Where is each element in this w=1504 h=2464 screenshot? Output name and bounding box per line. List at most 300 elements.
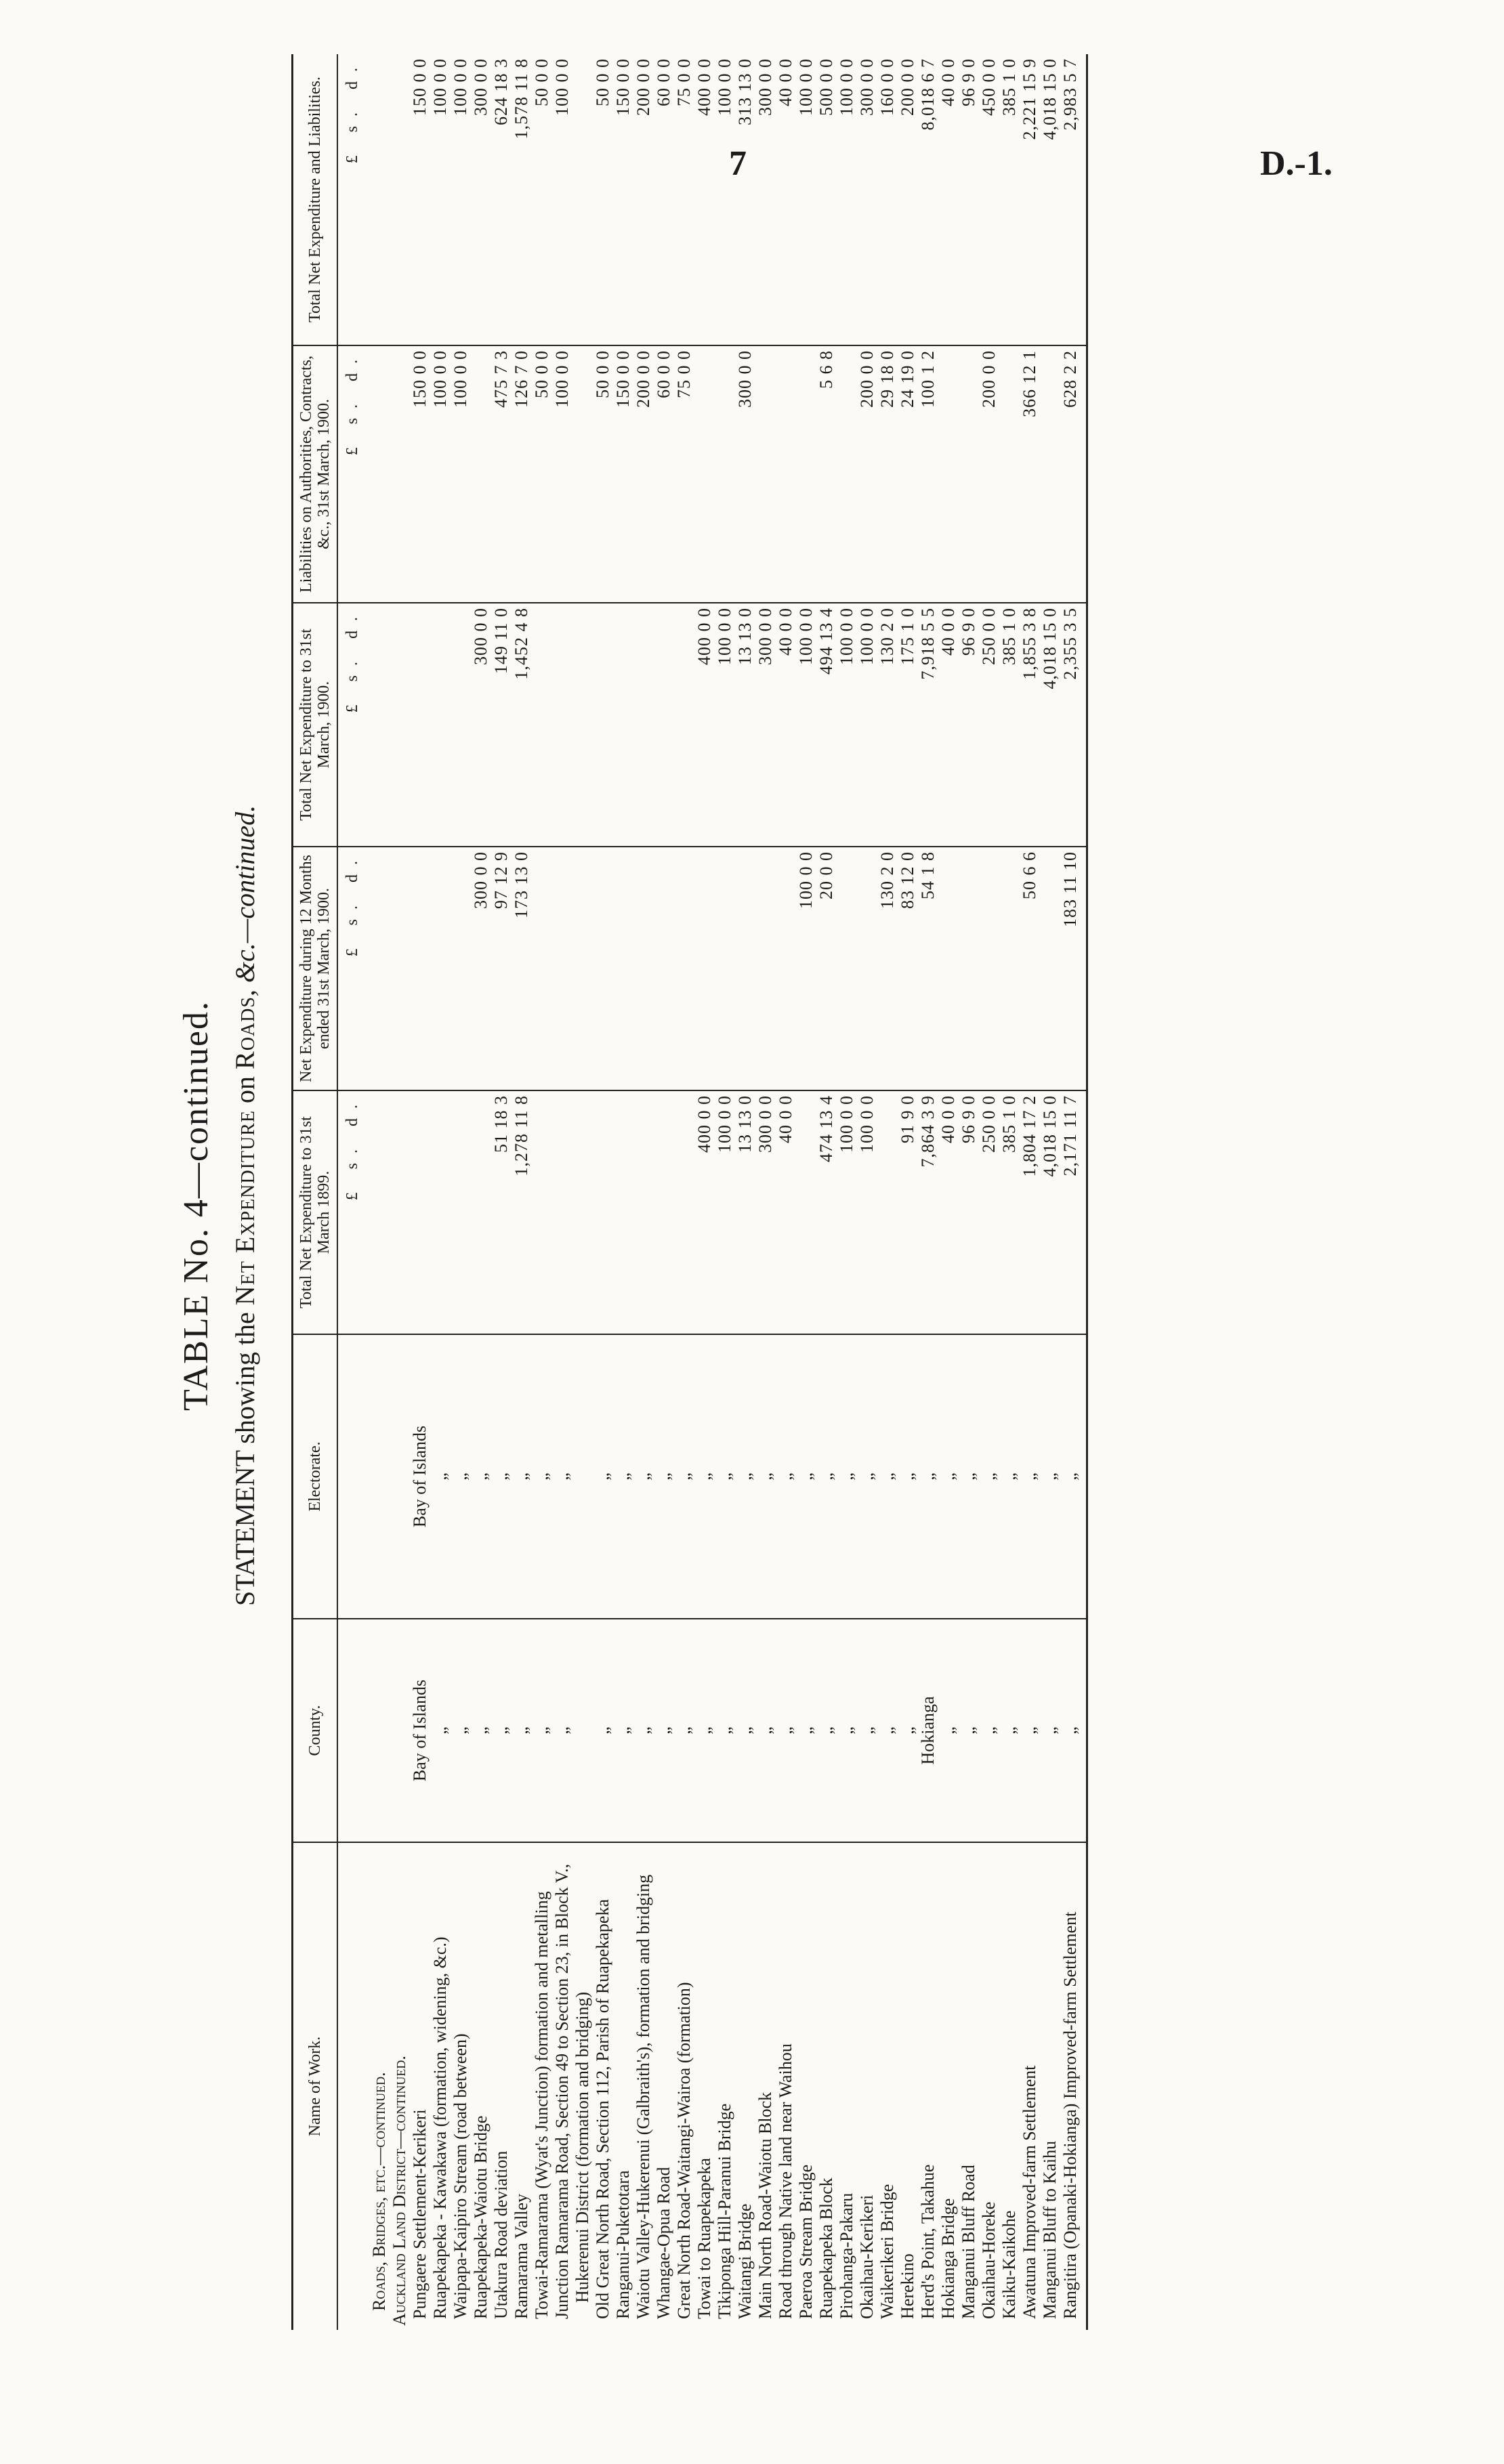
cell-electorate: „ <box>451 1334 471 1619</box>
cell-name-of-work: Waiotu Valley-Hukerenui (Galbraith's), formation and bridging <box>633 1842 654 2330</box>
cell-name-of-work: Ramarama Valley <box>511 1842 532 2330</box>
cell-exp-1899: 96 9 0 <box>959 1090 979 1334</box>
cell-name-of-work: Whangae-Opua Road <box>654 1842 674 2330</box>
cell-electorate: „ <box>532 1334 552 1619</box>
cell-name-of-work: Pirohanga-Pakaru <box>837 1842 857 2330</box>
cell-exp-1900: 100 0 0 <box>715 603 735 847</box>
cell-liabilities: 60 0 0 <box>654 345 674 603</box>
cell-exp-1899 <box>877 1090 898 1334</box>
cell-exp-1899 <box>410 1090 430 1334</box>
cell-exp-12-months <box>837 847 857 1090</box>
cell-county: „ <box>491 1619 511 1842</box>
cell-county: „ <box>654 1619 674 1842</box>
cell-total: 200 0 0 <box>898 58 917 116</box>
cell-total: 75 0 0 <box>674 58 694 106</box>
table-row <box>511 54 532 2330</box>
cell-exp-1900: 130 2 0 <box>877 603 898 847</box>
table-row <box>369 54 390 2330</box>
table-row <box>877 54 898 2330</box>
cell-electorate: „ <box>430 1334 451 1619</box>
cell-county: „ <box>979 1619 999 1842</box>
cell-total: 100 0 0 <box>451 58 470 116</box>
cell-electorate: „ <box>552 1334 593 1619</box>
cell-exp-1900: 100 0 0 <box>796 603 816 847</box>
cell-electorate: „ <box>755 1334 776 1619</box>
cell-total: 385 1 0 <box>999 58 1019 116</box>
cell-exp-1899 <box>593 1090 613 1334</box>
cell-exp-12-months: 20 0 0 <box>816 847 837 1090</box>
table-row <box>715 54 735 2330</box>
cell-exp-1899: 4,018 15 0 <box>1040 1090 1060 1334</box>
cell-exp-1900: 175 1 0 <box>898 603 918 847</box>
cell-name-of-work: Awatuna Improved-farm Settlement <box>1020 1842 1040 2330</box>
cell-county: „ <box>633 1619 654 1842</box>
table-row <box>654 54 674 2330</box>
cell-exp-1899: 13 13 0 <box>735 1090 755 1334</box>
cell-total: 8,018 6 7 <box>918 58 938 131</box>
cell-name-of-work: Towai to Ruapekapeka <box>694 1842 715 2330</box>
table-row <box>959 54 979 2330</box>
cell-exp-12-months: 83 12 0 <box>898 847 918 1090</box>
cell-name-of-work: Manganui Bluff Road <box>959 1842 979 2330</box>
cell-total: 400 0 0 <box>694 58 714 116</box>
cell-liabilities <box>471 345 491 603</box>
cell-total <box>390 54 410 345</box>
cell-exp-1900: 96 9 0 <box>959 603 979 847</box>
col-exp-1899: Total Net Expenditure to 31st March 1899. <box>293 1090 338 1334</box>
cell-total: 150 0 0 <box>613 58 633 116</box>
cell-electorate: „ <box>613 1334 633 1619</box>
cell-exp-1899: 51 18 3 <box>491 1090 511 1334</box>
table-row <box>776 54 796 2330</box>
cell-electorate: „ <box>491 1334 511 1619</box>
table-row <box>938 54 959 2330</box>
cell-liabilities <box>755 345 776 603</box>
cell-liabilities: 50 0 0 <box>532 345 552 603</box>
table-row <box>532 54 552 2330</box>
table-row <box>491 54 511 2330</box>
cell-exp-1900: 13 13 0 <box>735 603 755 847</box>
cell-county: „ <box>613 1619 633 1842</box>
cell-exp-1900: 100 0 0 <box>857 603 877 847</box>
cell-electorate: „ <box>674 1334 694 1619</box>
expenditure-table <box>291 54 1088 2330</box>
cell-liabilities: 29 18 0 <box>877 345 898 603</box>
table-row <box>816 54 837 2330</box>
cell-exp-1900: 494 13 4 <box>816 603 837 847</box>
cell-total: 313 13 0 <box>735 58 755 125</box>
cell-exp-12-months: 300 0 0 <box>471 847 491 1090</box>
cell-liabilities: 100 0 0 <box>552 345 593 603</box>
cell-liabilities <box>999 345 1020 603</box>
cell-exp-1900: 1,855 3 8 <box>1020 603 1040 847</box>
cell-electorate: „ <box>715 1334 735 1619</box>
table-row <box>898 54 918 2330</box>
subtitle-caps: Net Expenditure <box>230 1109 260 1306</box>
cell-liabilities <box>959 345 979 603</box>
cell-county: „ <box>796 1619 816 1842</box>
cell-exp-1899: 1,804 17 2 <box>1020 1090 1040 1334</box>
cell-total: 150 0 0 <box>410 58 430 116</box>
cell-electorate: „ <box>694 1334 715 1619</box>
cell-county: „ <box>857 1619 877 1842</box>
cell-liabilities <box>369 345 390 603</box>
cell-exp-1900 <box>451 603 471 847</box>
cell-exp-1899 <box>654 1090 674 1334</box>
header-row <box>293 54 338 2330</box>
cell-electorate: „ <box>857 1334 877 1619</box>
cell-county: Hokianga <box>918 1619 938 1842</box>
cell-exp-1899 <box>369 1090 390 1334</box>
cell-exp-12-months <box>694 847 715 1090</box>
table-row <box>674 54 694 2330</box>
cell-exp-1900 <box>613 603 633 847</box>
cell-total: 4,018 15 0 <box>1040 58 1060 140</box>
cell-name-of-work: Herekino <box>898 1842 918 2330</box>
table-title: TABLE No. 4—continued. <box>177 1000 215 1411</box>
cell-exp-1899 <box>674 1090 694 1334</box>
cell-liabilities: 150 0 0 <box>410 345 430 603</box>
cell-electorate: „ <box>837 1334 857 1619</box>
cell-county: „ <box>694 1619 715 1842</box>
cell-electorate: „ <box>735 1334 755 1619</box>
cell-exp-1900: 100 0 0 <box>837 603 857 847</box>
cell-electorate: Bay of Islands <box>410 1334 430 1619</box>
table-row <box>755 54 776 2330</box>
units-blank <box>337 1334 369 1619</box>
cell-total: 100 0 0 <box>430 58 450 116</box>
cell-exp-1900: 149 11 0 <box>491 603 511 847</box>
cell-name-of-work: Ranganui-Puketotara <box>613 1842 633 2330</box>
cell-name-of-work: Auckland Land District—continued. <box>390 1842 410 2330</box>
cell-liabilities: 50 0 0 <box>593 345 613 603</box>
col-name-of-work: Name of Work. <box>293 1842 338 2330</box>
cell-total <box>369 54 390 345</box>
cell-electorate: „ <box>1060 1334 1087 1619</box>
cell-name-of-work: Okaihau-Horeke <box>979 1842 999 2330</box>
cell-exp-1900: 300 0 0 <box>755 603 776 847</box>
table-body <box>337 54 1087 2330</box>
cell-exp-1900: 40 0 0 <box>938 603 959 847</box>
cell-exp-12-months: 100 0 0 <box>796 847 816 1090</box>
cell-exp-12-months <box>1040 847 1060 1090</box>
table-row <box>633 54 654 2330</box>
cell-electorate: „ <box>633 1334 654 1619</box>
cell-electorate: „ <box>999 1334 1020 1619</box>
cell-electorate <box>369 1334 390 1619</box>
cell-county: „ <box>816 1619 837 1842</box>
cell-exp-12-months <box>410 847 430 1090</box>
table-row <box>796 54 816 2330</box>
cell-exp-1899: 7,864 3 9 <box>918 1090 938 1334</box>
cell-exp-1900 <box>593 603 613 847</box>
cell-county: „ <box>430 1619 451 1842</box>
table-row <box>857 54 877 2330</box>
cell-liabilities <box>694 345 715 603</box>
cell-exp-1900 <box>654 603 674 847</box>
cell-name-of-work: Waikerikeri Bridge <box>877 1842 898 2330</box>
table-row <box>613 54 633 2330</box>
cell-exp-12-months <box>979 847 999 1090</box>
units-row <box>337 54 369 2330</box>
cell-exp-12-months: 173 13 0 <box>511 847 532 1090</box>
cell-exp-1899: 300 0 0 <box>755 1090 776 1334</box>
subtitle-mid: on <box>230 1069 260 1110</box>
cell-total: 96 9 0 <box>959 58 978 106</box>
cell-liabilities: 628 2 2 <box>1060 345 1087 603</box>
cell-liabilities <box>938 345 959 603</box>
table-row <box>999 54 1020 2330</box>
cell-exp-12-months <box>369 847 390 1090</box>
table-row <box>1060 54 1087 2330</box>
cell-exp-1899: 40 0 0 <box>938 1090 959 1334</box>
cell-liabilities <box>796 345 816 603</box>
cell-exp-12-months <box>735 847 755 1090</box>
cell-name-of-work: Roads, Bridges, etc.—continued. <box>369 1842 390 2330</box>
table-row <box>1040 54 1060 2330</box>
cell-liabilities <box>715 345 735 603</box>
cell-exp-1899 <box>430 1090 451 1334</box>
cell-total: 60 0 0 <box>654 58 673 106</box>
cell-exp-1899 <box>633 1090 654 1334</box>
cell-county <box>369 1619 390 1842</box>
col-electorate: Electorate. <box>293 1334 338 1619</box>
cell-county: „ <box>898 1619 918 1842</box>
cell-exp-1899 <box>390 1090 410 1334</box>
cell-exp-1899 <box>451 1090 471 1334</box>
cell-exp-12-months <box>755 847 776 1090</box>
table-row <box>390 54 410 2330</box>
cell-exp-12-months <box>857 847 877 1090</box>
col-county: County. <box>293 1619 338 1842</box>
cell-electorate: „ <box>918 1334 938 1619</box>
cell-total: 624 18 3 <box>491 58 511 125</box>
table-row <box>430 54 451 2330</box>
table-row <box>837 54 857 2330</box>
cell-electorate: „ <box>776 1334 796 1619</box>
cell-exp-12-months <box>999 847 1020 1090</box>
col-exp-12-months: Net Expenditure during 12 Months ended 31st March, 1900. <box>293 847 338 1090</box>
cell-electorate: „ <box>1020 1334 1040 1619</box>
cell-electorate: „ <box>654 1334 674 1619</box>
cell-total: 100 0 0 <box>796 58 816 116</box>
table-row <box>552 54 593 2330</box>
cell-total: 2,221 15 9 <box>1020 58 1039 140</box>
cell-county: „ <box>532 1619 552 1842</box>
cell-total: 100 0 0 <box>837 58 856 116</box>
cell-county: „ <box>552 1619 593 1842</box>
cell-exp-1900: 300 0 0 <box>471 603 491 847</box>
cell-name-of-work: Utakura Road deviation <box>491 1842 511 2330</box>
cell-liabilities <box>1040 345 1060 603</box>
subtitle-lead: STATEMENT showing the <box>230 1305 260 1607</box>
cell-exp-1899: 250 0 0 <box>979 1090 999 1334</box>
cell-name-of-work: Towai-Ramarama (Wyat's Junction) formation and metalling <box>532 1842 552 2330</box>
table-row <box>979 54 999 2330</box>
cell-total: 100 0 0 <box>552 58 572 116</box>
document-code: D.-1. <box>1260 144 1333 183</box>
cell-name-of-work: Rangitira (Opanaki-Hokianga) Improved-farm Settlement <box>1060 1842 1087 2330</box>
cell-county: „ <box>755 1619 776 1842</box>
cell-exp-1900 <box>410 603 430 847</box>
cell-total: 1,578 11 8 <box>511 58 531 140</box>
cell-liabilities: 200 0 0 <box>857 345 877 603</box>
cell-exp-12-months: 50 6 6 <box>1020 847 1040 1090</box>
units-blank <box>337 1619 369 1842</box>
units-cell: £ s. d. <box>343 58 361 164</box>
cell-liabilities: 5 6 8 <box>816 345 837 603</box>
cell-exp-1899: 40 0 0 <box>776 1090 796 1334</box>
cell-name-of-work: Ruapekapeka - Kawakawa (formation, widening, &c.) <box>430 1842 451 2330</box>
col-liabilities: Liabilities on Authorities, Contracts, &c., 31st March, 1900. <box>293 345 338 603</box>
table-row <box>735 54 755 2330</box>
cell-exp-1899: 91 9 0 <box>898 1090 918 1334</box>
table-row <box>918 54 938 2330</box>
units-cell: £ s. d. <box>337 847 369 1090</box>
cell-exp-1900 <box>674 603 694 847</box>
cell-electorate <box>390 1334 410 1619</box>
cell-total: 50 0 0 <box>532 58 551 106</box>
cell-exp-1899 <box>613 1090 633 1334</box>
cell-exp-1899 <box>796 1090 816 1334</box>
cell-exp-12-months <box>776 847 796 1090</box>
cell-name-of-work: Ruapekapeka-Waiotu Bridge <box>471 1842 491 2330</box>
table-row <box>410 54 430 2330</box>
cell-liabilities: 366 12 1 <box>1020 345 1040 603</box>
cell-exp-1900: 1,452 4 8 <box>511 603 532 847</box>
units-cell: £ s. d. <box>337 345 369 603</box>
cell-exp-1900: 250 0 0 <box>979 603 999 847</box>
cell-county: „ <box>877 1619 898 1842</box>
cell-total: 500 0 0 <box>816 58 836 116</box>
cell-exp-12-months <box>451 847 471 1090</box>
cell-exp-1899: 100 0 0 <box>715 1090 735 1334</box>
cell-county: „ <box>735 1619 755 1842</box>
cell-exp-1900: 4,018 15 0 <box>1040 603 1060 847</box>
cell-total: 40 0 0 <box>938 58 958 106</box>
cell-exp-1900: 400 0 0 <box>694 603 715 847</box>
cell-exp-1899 <box>552 1090 593 1334</box>
cell-exp-12-months <box>633 847 654 1090</box>
cell-total: 200 0 0 <box>633 58 653 116</box>
units-cell: £ s. d. <box>337 1090 369 1334</box>
cell-county: „ <box>999 1619 1020 1842</box>
cell-name-of-work: Paeroa Stream Bridge <box>796 1842 816 2330</box>
cell-electorate: „ <box>471 1334 491 1619</box>
cell-total: 450 0 0 <box>979 58 999 116</box>
col-exp-1900: Total Net Expenditure to 31st March, 1900. <box>293 603 338 847</box>
cell-name-of-work: Tikiponga Hill-Paranui Bridge <box>715 1842 735 2330</box>
cell-electorate: „ <box>898 1334 918 1619</box>
cell-exp-12-months <box>674 847 694 1090</box>
cell-exp-1900 <box>390 603 410 847</box>
rotated-table-region <box>176 54 1328 2357</box>
cell-name-of-work: Old Great North Road, Section 112, Parish of Ruapekapeka <box>593 1842 613 2330</box>
cell-name-of-work: Great North Road-Waitangi-Wairoa (formation) <box>674 1842 694 2330</box>
cell-exp-1899: 474 13 4 <box>816 1090 837 1334</box>
table-subtitle <box>229 54 261 2357</box>
cell-total: 2,983 5 7 <box>1060 54 1087 345</box>
cell-exp-12-months <box>430 847 451 1090</box>
cell-exp-1899: 385 1 0 <box>999 1090 1020 1334</box>
cell-exp-12-months <box>613 847 633 1090</box>
cell-total: 100 0 0 <box>715 58 734 116</box>
cell-liabilities: 100 0 0 <box>430 345 451 603</box>
cell-exp-12-months: 97 12 9 <box>491 847 511 1090</box>
cell-county: „ <box>1040 1619 1060 1842</box>
cell-exp-1899: 1,278 11 8 <box>511 1090 532 1334</box>
units-blank <box>337 1842 369 2330</box>
cell-name-of-work: Herd's Point, Takahue <box>918 1842 938 2330</box>
cell-exp-1899: 100 0 0 <box>857 1090 877 1334</box>
cell-county: „ <box>1020 1619 1040 1842</box>
cell-county: „ <box>511 1619 532 1842</box>
cell-exp-1900: 385 1 0 <box>999 603 1020 847</box>
cell-name-of-work: Ruapekapeka Block <box>816 1842 837 2330</box>
cell-electorate: „ <box>877 1334 898 1619</box>
table-row <box>593 54 613 2330</box>
cell-county: „ <box>451 1619 471 1842</box>
cell-county: „ <box>959 1619 979 1842</box>
cell-liabilities: 300 0 0 <box>735 345 755 603</box>
cell-exp-12-months <box>593 847 613 1090</box>
cell-name-of-work: Manganui Bluff to Kaihu <box>1040 1842 1060 2330</box>
cell-total: 40 0 0 <box>776 58 795 106</box>
cell-exp-12-months: 183 11 10 <box>1060 847 1087 1090</box>
cell-exp-1900: 2,355 3 5 <box>1060 603 1087 847</box>
cell-electorate: „ <box>593 1334 613 1619</box>
cell-liabilities: 200 0 0 <box>633 345 654 603</box>
cell-exp-12-months <box>715 847 735 1090</box>
cell-exp-1900: 7,918 5 5 <box>918 603 938 847</box>
cell-liabilities: 475 7 3 <box>491 345 511 603</box>
cell-name-of-work: Okaihau-Kerikeri <box>857 1842 877 2330</box>
cell-county: „ <box>674 1619 694 1842</box>
cell-exp-12-months <box>938 847 959 1090</box>
cell-exp-1900 <box>430 603 451 847</box>
table-row <box>471 54 491 2330</box>
cell-electorate: „ <box>1040 1334 1060 1619</box>
cell-exp-1900 <box>552 603 593 847</box>
cell-county: „ <box>471 1619 491 1842</box>
cell-exp-1899 <box>532 1090 552 1334</box>
cell-total: 300 0 0 <box>755 58 775 116</box>
cell-name-of-work: Kaiku-Kaikohe <box>999 1842 1020 2330</box>
table-row <box>451 54 471 2330</box>
cell-exp-1899 <box>471 1090 491 1334</box>
cell-county: „ <box>715 1619 735 1842</box>
cell-liabilities: 200 0 0 <box>979 345 999 603</box>
cell-county: „ <box>938 1619 959 1842</box>
cell-exp-1899: 100 0 0 <box>837 1090 857 1334</box>
table-row <box>1020 54 1040 2330</box>
cell-electorate: „ <box>979 1334 999 1619</box>
cell-liabilities: 24 19 0 <box>898 345 918 603</box>
cell-liabilities: 100 1 2 <box>918 345 938 603</box>
cell-exp-12-months <box>532 847 552 1090</box>
subtitle-tail: , &c.—continued. <box>230 805 260 997</box>
cell-electorate: „ <box>511 1334 532 1619</box>
cell-exp-1900 <box>633 603 654 847</box>
cell-electorate: „ <box>959 1334 979 1619</box>
cell-liabilities: 126 7 0 <box>511 345 532 603</box>
cell-county: Bay of Islands <box>410 1619 430 1842</box>
cell-electorate: „ <box>816 1334 837 1619</box>
cell-exp-1900: 40 0 0 <box>776 603 796 847</box>
cell-liabilities <box>390 345 410 603</box>
cell-exp-1899: 2,171 11 7 <box>1060 1090 1087 1334</box>
cell-name-of-work: Waitangi Bridge <box>735 1842 755 2330</box>
